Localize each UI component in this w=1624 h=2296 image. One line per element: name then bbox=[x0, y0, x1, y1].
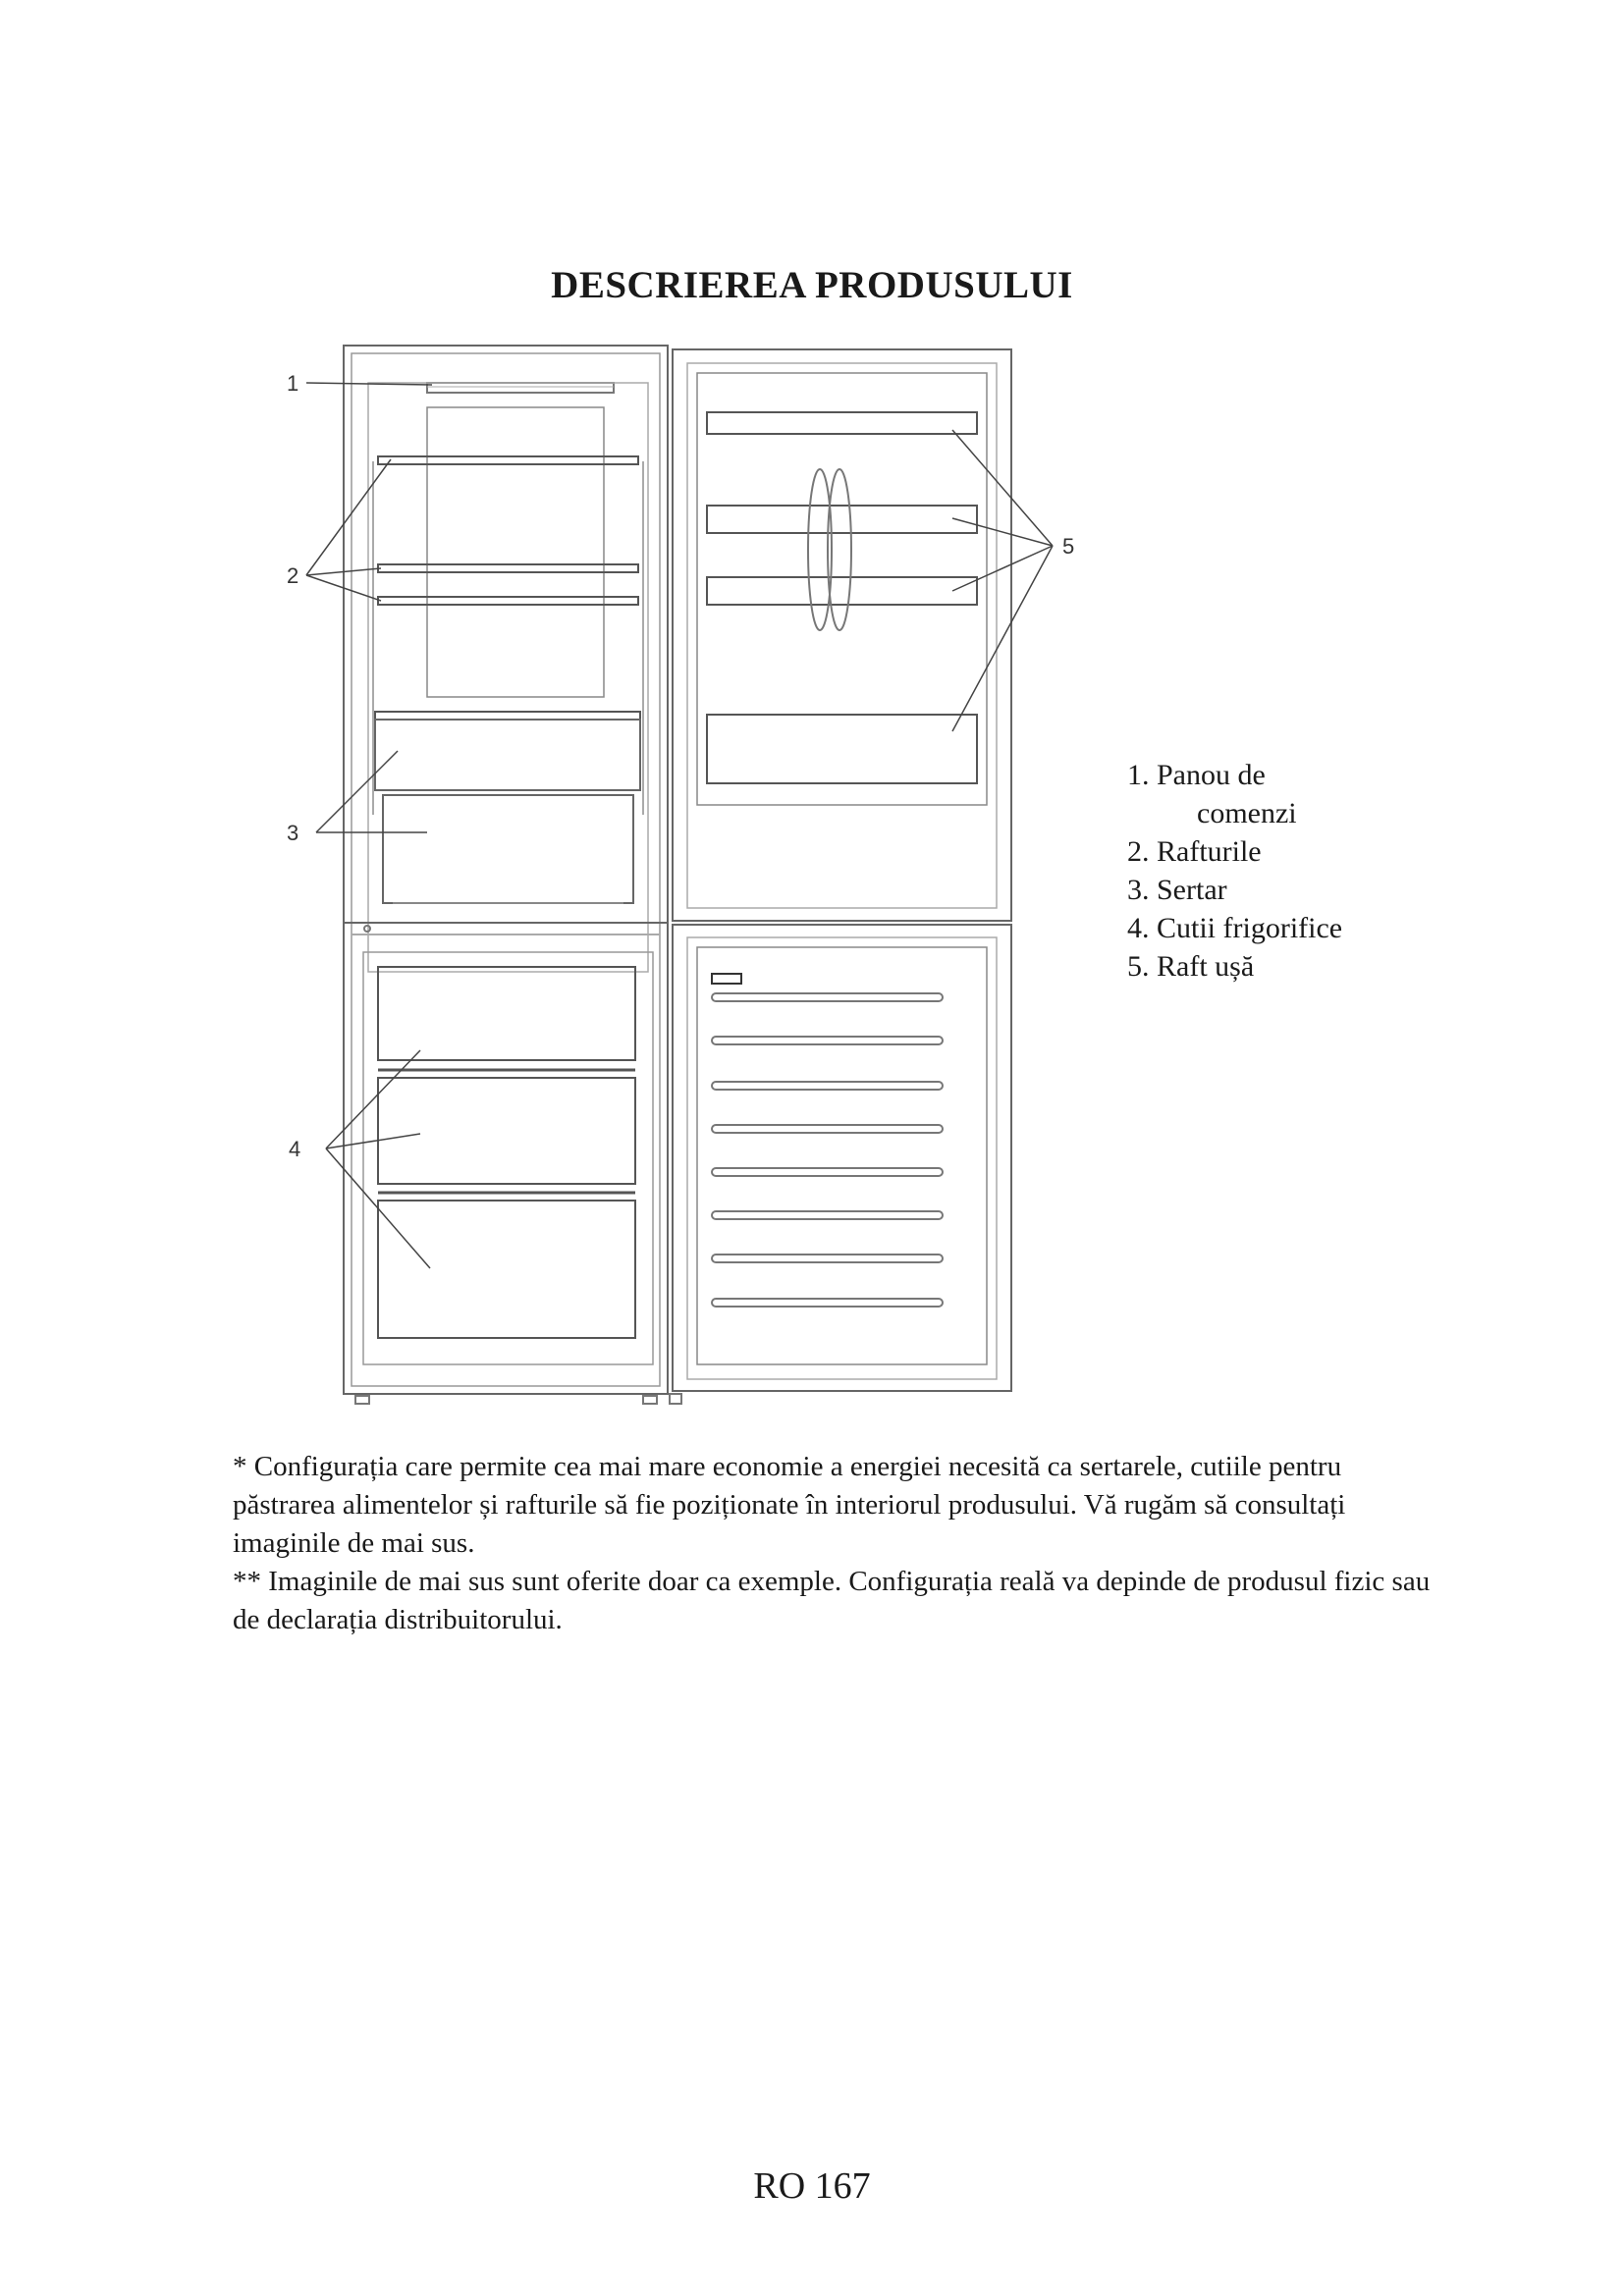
door-shelf bbox=[707, 715, 977, 783]
freezer-box bbox=[378, 1078, 635, 1184]
fridge-door bbox=[673, 349, 1011, 921]
shelf bbox=[378, 564, 638, 572]
page-number: RO 167 bbox=[753, 2165, 871, 2207]
display-label bbox=[712, 974, 741, 984]
legend-item: 2. Rafturile bbox=[1127, 835, 1262, 868]
cabinet-body bbox=[344, 346, 668, 1394]
note-energy: * Configurația care permite cea mai mare economie a energiei necesită ca sertarele, cutiile pentru păstrarea alimentelor și rafturile să fie poziționate în interiorul produsului. Vă rugăm să consultați imaginile de mai sus. bbox=[233, 1451, 1346, 1559]
legend-item: 3. Sertar bbox=[1127, 874, 1227, 906]
door-shelf bbox=[707, 506, 977, 533]
fridge-diagram bbox=[265, 324, 1110, 1414]
drawer-cover bbox=[375, 712, 640, 720]
freezer-box bbox=[378, 967, 635, 1060]
callout-2: 2 bbox=[287, 563, 299, 588]
callout-1: 1 bbox=[287, 371, 299, 396]
shelf bbox=[378, 456, 638, 464]
crisper bbox=[383, 795, 633, 903]
callout-3: 3 bbox=[287, 821, 299, 845]
legend-item: 5. Raft ușă bbox=[1127, 950, 1255, 983]
control-panel bbox=[427, 383, 614, 393]
legend-item: 4. Cutii frigorifice bbox=[1127, 912, 1343, 944]
note-images: ** Imaginile de mai sus sunt oferite doar ca exemple. Configurația reală va depinde de produsul fizic sau de declarația distribuitorului. bbox=[233, 1566, 1431, 1635]
drawer bbox=[375, 720, 640, 790]
door-shelf bbox=[707, 412, 977, 434]
notes bbox=[233, 1448, 1450, 1639]
legend-item-continuation: comenzi bbox=[1197, 797, 1297, 829]
door-shelf bbox=[707, 577, 977, 605]
legend bbox=[1127, 756, 1342, 986]
freezer-box bbox=[378, 1201, 635, 1338]
page-title: DESCRIEREA PRODUSULUI bbox=[551, 264, 1073, 306]
legend-item: 1. Panou de bbox=[1127, 759, 1266, 791]
freezer-door bbox=[673, 925, 1011, 1391]
shelf bbox=[378, 597, 638, 605]
callout-5: 5 bbox=[1062, 534, 1075, 559]
callout-4: 4 bbox=[289, 1137, 301, 1161]
